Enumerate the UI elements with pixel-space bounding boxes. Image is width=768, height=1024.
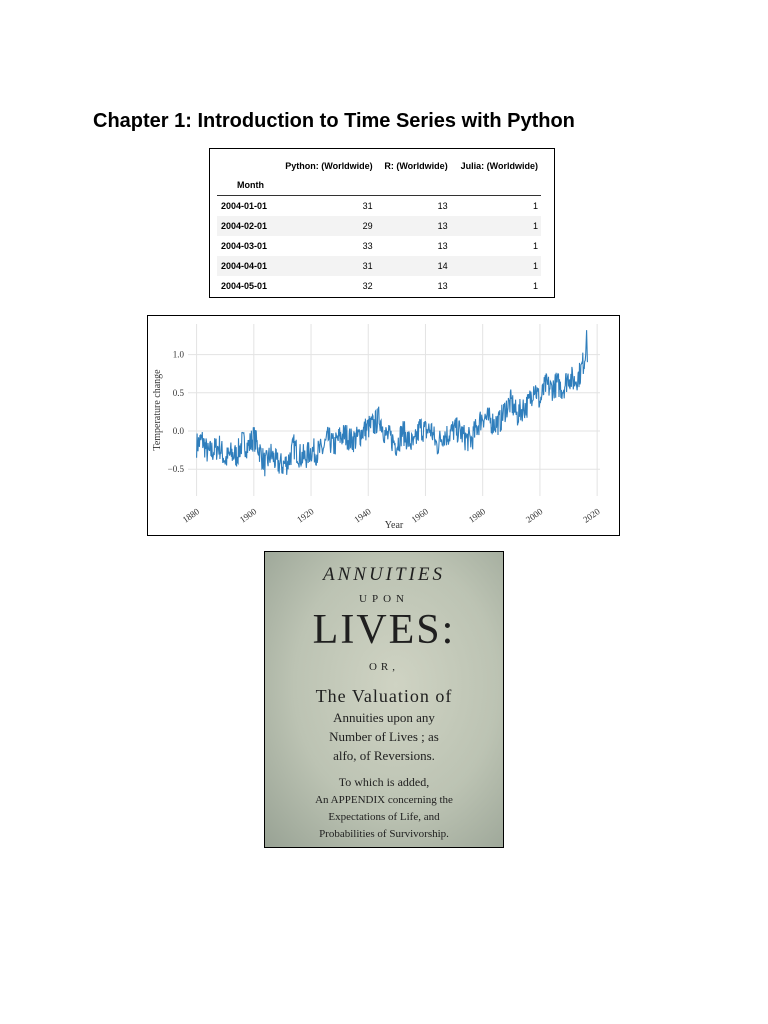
column-header-python: Python: (Worldwide) bbox=[285, 161, 373, 171]
annuities-title-page-image bbox=[264, 551, 504, 848]
cell-julia: 1 bbox=[532, 201, 538, 211]
cell-r: 14 bbox=[437, 261, 448, 271]
cell-python: 29 bbox=[362, 221, 373, 231]
x-tick-label: 1920 bbox=[295, 506, 316, 525]
column-header-r: R: (Worldwide) bbox=[384, 161, 448, 171]
book-line-reversions: alfo, of Reversions. bbox=[333, 748, 435, 763]
cell-julia: 1 bbox=[532, 221, 538, 231]
book-line-appendix: An APPENDIX concerning the bbox=[315, 794, 453, 806]
y-tick-label: 0.5 bbox=[172, 387, 184, 398]
row-month: 2004-05-01 bbox=[221, 281, 268, 291]
cell-julia: 1 bbox=[532, 261, 538, 271]
table-row bbox=[217, 216, 541, 236]
book-line-annuities-upon-any: Annuities upon any bbox=[333, 710, 435, 725]
table-row bbox=[217, 256, 541, 276]
cell-r: 13 bbox=[437, 281, 448, 291]
x-tick-label: 1880 bbox=[180, 506, 202, 525]
x-tick-label: 1960 bbox=[409, 506, 430, 525]
x-axis-label: Year bbox=[384, 520, 404, 531]
dataframe-table bbox=[217, 157, 541, 296]
table-row bbox=[217, 276, 541, 296]
row-month: 2004-01-01 bbox=[221, 201, 268, 211]
book-line-number-of-lives: Number of Lives ; as bbox=[329, 729, 439, 744]
cell-python: 31 bbox=[362, 261, 373, 271]
series-line-temperature-change bbox=[197, 330, 588, 476]
table-header-row bbox=[217, 157, 541, 175]
cell-python: 31 bbox=[362, 201, 373, 211]
cell-python: 33 bbox=[362, 241, 373, 251]
temperature-line-chart bbox=[148, 316, 619, 535]
index-name-month: Month bbox=[217, 175, 274, 196]
row-month: 2004-02-01 bbox=[221, 221, 268, 231]
row-month: 2004-04-01 bbox=[221, 261, 268, 271]
x-tick-label: 1980 bbox=[466, 506, 488, 525]
cell-julia: 1 bbox=[532, 281, 538, 291]
book-line-upon: UPON bbox=[359, 593, 409, 605]
x-tick-label: 1940 bbox=[352, 506, 373, 525]
book-line-to-which-is-added: To which is added, bbox=[338, 775, 430, 789]
book-line-annuities: ANNUITIES bbox=[323, 564, 445, 585]
chart-grid bbox=[188, 324, 600, 496]
chapter-title: Chapter 1: Introduction to Time Series with Python bbox=[93, 110, 575, 132]
column-header-julia: Julia: (Worldwide) bbox=[460, 161, 538, 171]
table-row bbox=[217, 236, 541, 256]
y-axis-label: Temperature change bbox=[152, 369, 163, 451]
dataframe-table-figure bbox=[209, 148, 555, 298]
book-line-or: OR, bbox=[368, 661, 400, 673]
temperature-chart-figure bbox=[147, 315, 620, 536]
cell-r: 13 bbox=[437, 221, 448, 231]
x-tick-label: 2020 bbox=[581, 506, 602, 525]
y-tick-label: −0.5 bbox=[167, 464, 184, 475]
table-index-name-row bbox=[217, 175, 541, 196]
book-line-lives: LIVES: bbox=[312, 607, 456, 653]
book-line-valuation: The Valuation of bbox=[315, 686, 453, 706]
x-tick-label: 2000 bbox=[523, 506, 545, 525]
book-line-probabilities: Probabilities of Survivorship. bbox=[319, 828, 449, 840]
y-tick-label: 0.0 bbox=[172, 426, 184, 437]
x-tick-label: 1900 bbox=[237, 506, 259, 525]
table-corner-cell bbox=[217, 157, 274, 175]
cell-julia: 1 bbox=[532, 241, 538, 251]
cell-python: 32 bbox=[362, 281, 373, 291]
cell-r: 13 bbox=[437, 241, 448, 251]
book-line-expectations: Expectations of Life, and bbox=[328, 811, 440, 823]
row-month: 2004-03-01 bbox=[221, 241, 268, 251]
table-row bbox=[217, 196, 541, 217]
cell-r: 13 bbox=[437, 201, 448, 211]
y-tick-label: 1.0 bbox=[172, 349, 184, 360]
